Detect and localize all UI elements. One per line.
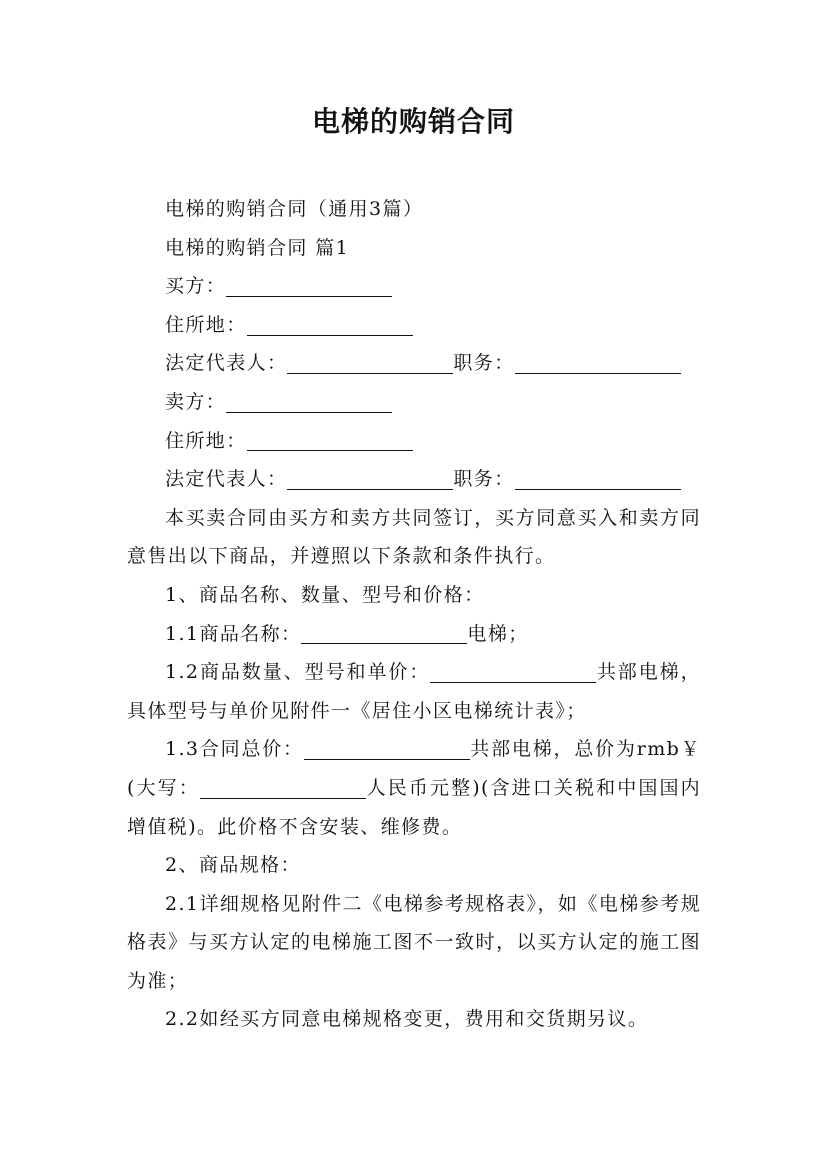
clause2-heading: 2、商品规格：	[165, 854, 301, 877]
clause1-item1-prefix: 1.1商品名称：	[165, 622, 302, 645]
clause1-item3-middle: 共部电梯，总价为rmb￥(大写：	[127, 738, 702, 799]
quantity-blank	[430, 661, 596, 683]
seller-line	[127, 383, 701, 422]
buyer-address-label: 住所地：	[165, 313, 247, 336]
seller-position-blank	[515, 468, 681, 490]
clause1-item3	[127, 730, 701, 846]
clause2-item2: 2.2如经买方同意电梯规格变更，费用和交货期另议。	[165, 1008, 649, 1031]
amount-in-words-blank	[200, 777, 366, 799]
clause2-item1: 2.1详细规格见附件二《电梯参考规格表》，如《电梯参考规格表》与买方认定的电梯施工图不一致时，以买方认定的施工图为准；	[127, 892, 701, 992]
seller-address-blank	[247, 429, 413, 451]
seller-address-line	[127, 422, 701, 461]
document-subtitle: 电梯的购销合同（通用3篇）	[165, 198, 424, 220]
seller-rep-blank	[287, 468, 453, 490]
clause1-item1-suffix: 电梯；	[467, 622, 529, 645]
buyer-rep-label: 法定代表人：	[165, 352, 288, 375]
buyer-position-blank	[515, 352, 681, 374]
document-body	[127, 190, 701, 1039]
clause1-item3-suffix: 人民币元整)(含进口关税和中国国内增值税)。此价格不含安装、维修费。	[127, 776, 701, 838]
seller-label: 卖方：	[165, 390, 227, 413]
buyer-address-line	[127, 306, 701, 345]
clause1-item1	[127, 615, 701, 654]
intro-paragraph: 本买卖合同由买方和卖方共同签订，买方同意买入和卖方同意售出以下商品，并遵照以下条款和条件执行。	[127, 506, 701, 568]
clause1-heading: 1、商品名称、数量、型号和价格：	[165, 583, 485, 606]
buyer-address-blank	[247, 314, 413, 336]
seller-rep-line	[127, 460, 701, 499]
buyer-rep-blank	[287, 352, 453, 374]
buyer-line	[127, 267, 701, 306]
buyer-rep-line	[127, 344, 701, 383]
buyer-blank	[226, 275, 392, 297]
total-price-blank	[304, 738, 470, 760]
clause1-item2	[127, 653, 701, 730]
buyer-position-label: 职务：	[453, 352, 515, 375]
product-name-blank	[301, 622, 467, 644]
seller-address-label: 住所地：	[165, 429, 247, 452]
buyer-label: 买方：	[165, 275, 227, 298]
clause1-item2-suffix: 共部电梯，具体型号与单价见附件一《居住小区电梯统计表》；	[127, 661, 701, 722]
clause1-item2-prefix: 1.2商品数量、型号和单价：	[165, 661, 431, 684]
clause1-item3-prefix: 1.3合同总价：	[165, 738, 304, 761]
document-title: 电梯的购销合同	[311, 105, 515, 138]
section-heading: 电梯的购销合同 篇1	[165, 236, 350, 259]
seller-blank	[226, 391, 392, 413]
seller-rep-label: 法定代表人：	[165, 468, 288, 491]
seller-position-label: 职务：	[453, 468, 515, 491]
